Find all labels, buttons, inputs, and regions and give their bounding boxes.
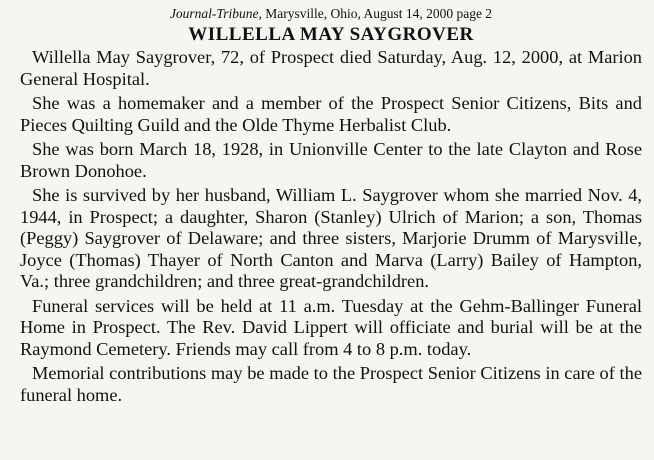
paragraph-birth: She was born March 18, 1928, in Unionville Center to the late Clayton and Rose Brown Donohoe. — [20, 139, 642, 181]
publication-location-date: , Marysville, Ohio, August 14, 2000 page 2 — [258, 6, 493, 21]
paragraph-memorial-contributions: Memorial contributions may be made to the Prospect Senior Citizens in care of the funeral home. — [20, 363, 642, 405]
paragraph-survivors: She is survived by her husband, William L. Saygrover whom she married Nov. 4, 1944, in Prospect; a daughter, Sharon (Stanley) Ulrich of Marion; a son, Thomas (Peggy) Saygrover of Delaware; and three sisters, Marjorie Drumm of Marysville, Joyce (Thomas) Thayer of North Canton and Marva (Larry) Bailey of Hampton, Va.; three grandchildren; and three great-grandchildren. — [20, 185, 642, 291]
paragraph-funeral-services: Funeral services will be held at 11 a.m. Tuesday at the Gehm-Ballinger Funeral Home in Prospect. The Rev. David Lippert will officiate and burial will be at the Raymond Cemetery. Friends may call from 4 to 8 p.m. today. — [20, 295, 642, 359]
obituary-headline: WILLELLA MAY SAYGROVER — [188, 24, 474, 45]
publication-name: Journal-Tribune — [169, 6, 259, 21]
paragraph-memberships: She was a homemaker and a member of the Prospect Senior Citizens, Bits and Pieces Quilting Guild and the Olde Thyme Herbalist Club. — [20, 93, 642, 135]
source-line — [20, 6, 642, 22]
paragraph-death-notice: Willella May Saygrover, 72, of Prospect died Saturday, Aug. 12, 2000, at Marion General Hospital. — [20, 47, 642, 89]
